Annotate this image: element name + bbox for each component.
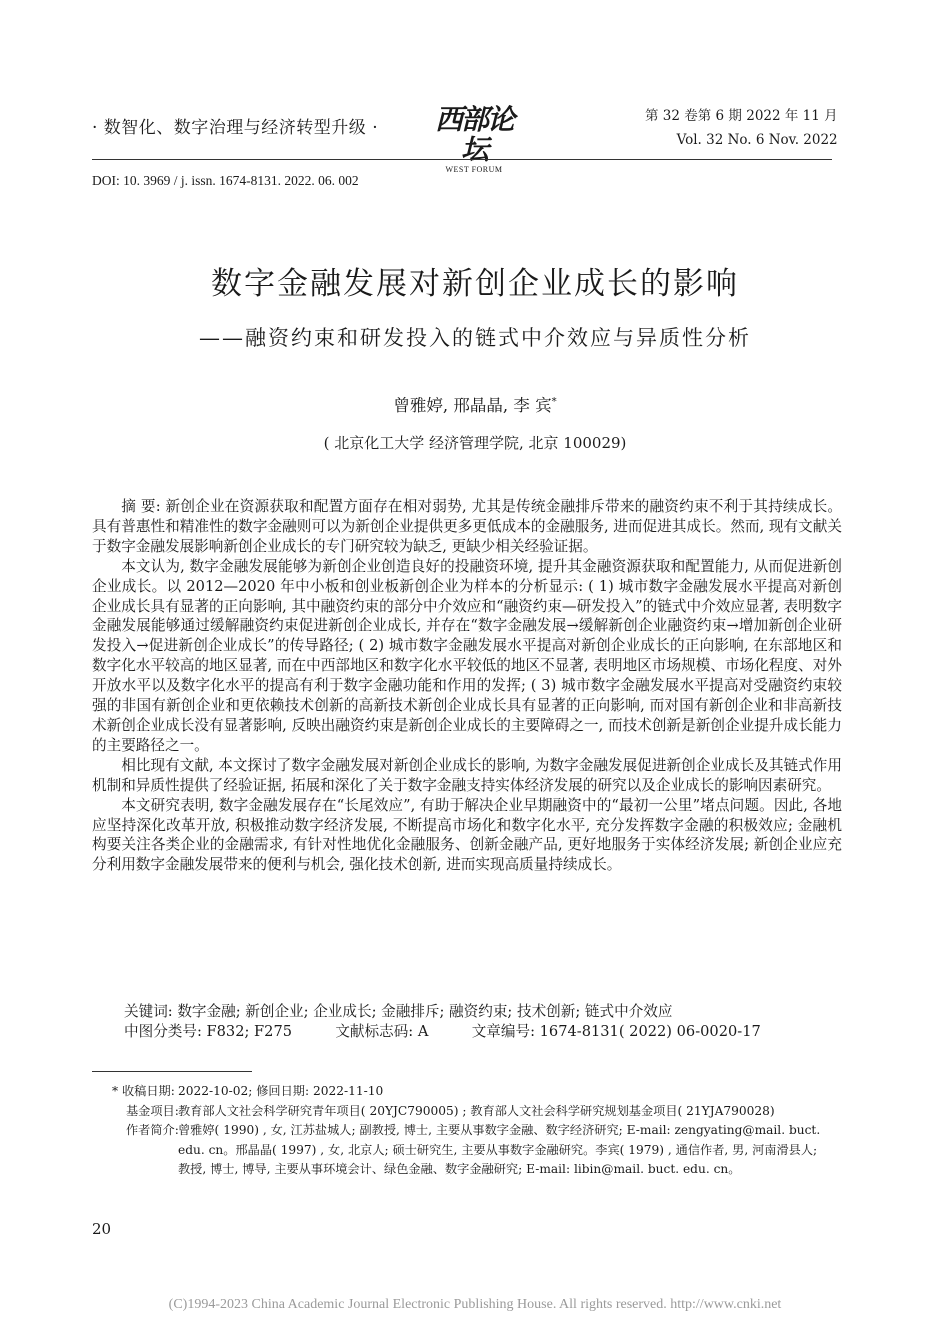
page-number: 20 xyxy=(92,1220,112,1238)
abstract-paragraph: 本文研究表明, 数字金融发展存在“长尾效应”, 有助于解决企业早期融资中的“最初一公里”堵点问题。因此, 各地应坚持深化改革开放, 积极推动数字经济发展, 不断提高市场化和数字化水平, 充分发挥数字金融的积极效应; 金融机构要关注各类企业的金融需求, 有针对性地优化金融服务、创新金融产品, 更好地服务于实体经济发展; 新创企业应充分利用数字金融发展带来的便利与机会, 强化技术创新, 进而实现高质量持续成长。 xyxy=(92,796,842,874)
footnote-text: 2022-10-02; 修回日期: 2022-11-10 xyxy=(178,1084,384,1098)
logo-subtitle: WEST FORUM xyxy=(445,165,503,174)
header-divider xyxy=(92,159,832,160)
footnote-bio xyxy=(112,1121,832,1180)
footnote-label: 基金项目: xyxy=(126,1103,179,1118)
footnote-text: 曾雅婷( 1990) , 女, 江苏盐城人; 副教授, 博士, 主要从事数字金融、数字经济研究; E-mail: zengyating@mail. buct. edu. cn。邢晶晶( 1997) , 女, 北京人; 硕士研究生, 主要从事数字金融研究。李宾( 1979) , 通信作者, 男, 河南滑县人; 教授, 博士, 博导, 主要从事环境会计、绿色金融、数字金融研究; E-mail: libin@mail. buct. edu. cn。 xyxy=(178,1123,821,1177)
logo-mark: 西部论坛 xyxy=(434,103,513,166)
footnote-label: * 收稿日期: xyxy=(112,1084,175,1098)
abstract-paragraph: 相比现有文献, 本文探讨了数字金融发展对新创企业成长的影响, 为数字金融发展促进新创企业成长及其链式作用机制和异质性提供了经验证据, 拓展和深化了关于数字金融支持实体经济发展的研究以及企业成长的影响因素研究。 xyxy=(92,756,842,794)
footnote-divider xyxy=(92,1071,252,1072)
article-subtitle: ——融资约束和研发投入的链式中介效应与异质性分析 xyxy=(199,326,751,350)
section-header: · 数智化、数字治理与经济转型升级 · xyxy=(92,118,379,138)
footnote-text: 教育部人文社会科学研究青年项目( 20YJC790005) ; 教育部人文社会科学研究规划基金项目( 21YJA790028) xyxy=(178,1103,775,1118)
classification-line xyxy=(124,1022,761,1042)
doi: DOI: 10. 3969 / j. issn. 1674-8131. 2022. 06. 002 xyxy=(92,173,359,188)
affiliation: ( 北京化工大学 经济管理学院, 北京 100029) xyxy=(323,434,627,452)
author-names: 曾雅婷, 邢晶晶, 李 宾 xyxy=(393,396,552,415)
abstract-paragraph: 摘 要: 新创企业在资源获取和配置方面存在相对弱势, 尤其是传统金融排斥带来的融资约束不利于其持续成长。具有普惠性和精准性的数字金融则可以为新创企业提供更多更低成本的金融服务, 进而促进其成长。然而, 现有文献关于数字金融发展影响新创企业成长的专门研究较为缺乏, 更缺少相关经验证据。 xyxy=(92,498,842,555)
clc-number: 中图分类号: F832; F275 xyxy=(124,1023,293,1040)
copyright-notice: (C)1994-2023 China Academic Journal Electronic Publishing House. All rights reserved. http://www.cnki.net xyxy=(168,1297,782,1312)
footnote-fund xyxy=(112,1102,832,1122)
footnotes xyxy=(112,1082,832,1180)
corresponding-mark: * xyxy=(551,396,557,408)
footnote-received xyxy=(112,1082,832,1102)
journal-logo xyxy=(424,103,524,174)
abstract xyxy=(92,497,842,875)
article-number: 文章编号: 1674-8131( 2022) 06-0020-17 xyxy=(471,1023,761,1040)
issue-info-cn: 第 32 卷第 6 期 2022 年 11 月 xyxy=(645,108,838,124)
footnote-label: 作者简介: xyxy=(126,1123,179,1138)
keywords: 关键词: 数字金融; 新创企业; 企业成长; 金融排斥; 融资约束; 技术创新; 链式中介效应 xyxy=(124,1003,673,1020)
authors xyxy=(0,392,950,416)
issue-info xyxy=(645,104,838,152)
issue-info-en: Vol. 32 No. 6 Nov. 2022 xyxy=(676,132,838,148)
document-code: 文献标志码: A xyxy=(335,1023,429,1040)
abstract-paragraph: 本文认为, 数字金融发展能够为新创企业创造良好的投融资环境, 提升其金融资源获取和配置能力, 从而促进新创企业成长。以 2012—2020 年中小板和创业板新创企业为样本的分析显示: ( 1) 城市数字金融发展水平提高对新创企业成长具有显著的正向影响, 其中融资约束的部分中介效应和“融资约束—研发投入”的链式中介效应显著, 表明数字金融发展能够通过缓解融资约束促进新创企业成长, 并存在“数字金融发展→缓解新创企业融资约束→增加新创企业研发投入→促进新创企业成长”的传导路径; ( 2) 城市数字金融发展水平提高对新创企业成长的正向影响, 在东部地区和数字化水平较高的地区显著, 而在中西部地区和数字化水平较低的地区不显著, 表明地区市场规模、市场化程度、对外开放水平以及数字化水平的提高有利于数字金融功能和作用的发挥; ( 3) 城市数字金融发展水平提高对受融资约束较强的非国有新创企业和更依赖技术创新的高新技术新创企业成长具有显著的正向影响, 而对国有新创企业和非高新技术新创企业成长没有显著影响, 反映出融资约束是新创企业成长的主要障碍之一, 而技术创新是新创企业提升成长能力的主要路径之一。 xyxy=(92,557,842,754)
article-title: 数字金融发展对新创企业成长的影响 xyxy=(211,266,739,302)
